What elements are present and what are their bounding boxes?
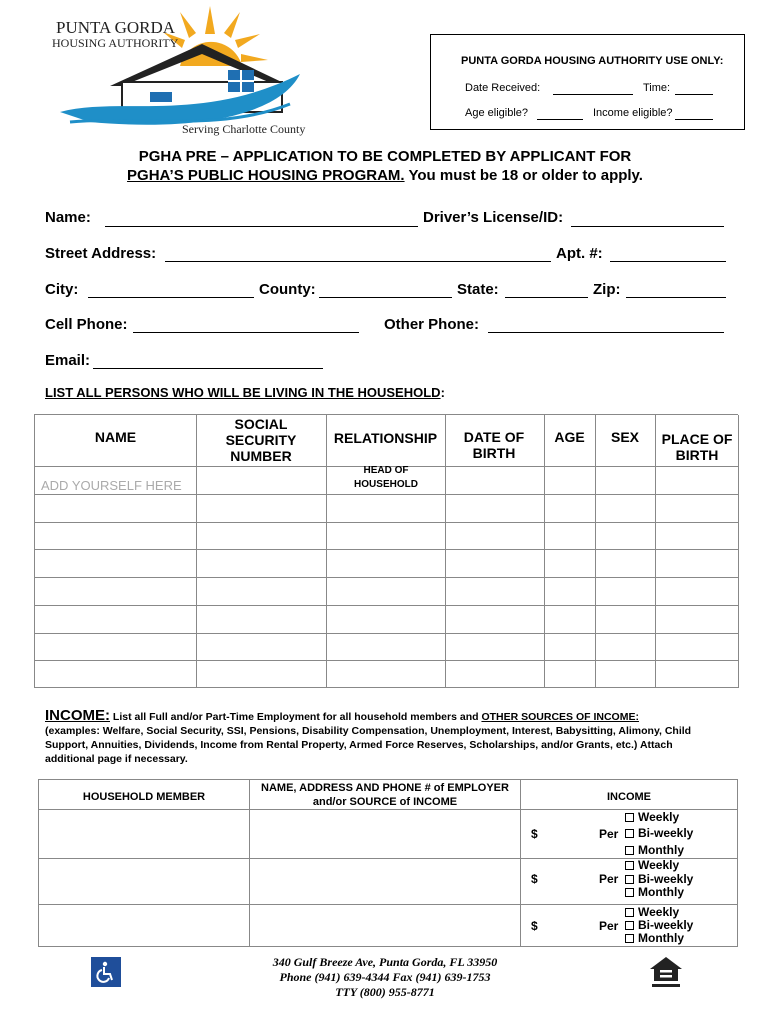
hh-col-divider — [326, 415, 327, 688]
income-examples: (examples: Welfare, Social Security, SSI, Pensions, Disability Compensation, Unemployment, Interest, Babysitting, Alimony, Child Support, Annuities, Dividends, Income from Rental Property, Armed Force Reserves, Scholarships, and/or Grants, etc.) Attach additional page if necessary. — [45, 725, 692, 765]
income-eligible-label: Income eligible? — [593, 107, 673, 119]
state-field[interactable] — [505, 297, 588, 298]
inc-row1-monthly[interactable] — [625, 844, 684, 857]
inc-col-employer: NAME, ADDRESS AND PHONE # of EMPLOYER and/or SOURCE of INCOME — [261, 782, 509, 808]
office-use-box — [430, 34, 745, 130]
option-label: Monthly — [638, 843, 684, 857]
apt-field[interactable] — [610, 261, 726, 262]
checkbox-icon[interactable] — [625, 813, 634, 822]
hh-row1-name-input[interactable]: ADD YOURSELF HERE — [41, 478, 182, 493]
hh-row-divider — [35, 577, 739, 578]
option-label: Weekly — [638, 858, 680, 872]
inc-col-member: HOUSEHOLD MEMBER — [82, 791, 206, 803]
inc-row1-weekly[interactable] — [625, 811, 679, 824]
name-field[interactable] — [105, 226, 418, 227]
income-table — [38, 779, 738, 947]
city-field[interactable] — [88, 297, 254, 298]
hh-row-divider — [35, 660, 739, 661]
drivers-license-field[interactable] — [571, 226, 724, 227]
option-label: Monthly — [638, 931, 684, 945]
inc-row3-currency: $ — [531, 919, 538, 933]
inc-row2-monthly[interactable] — [625, 886, 684, 899]
page-heading-line2 — [0, 167, 770, 184]
checkbox-icon[interactable] — [625, 846, 634, 855]
equal-housing-icon — [648, 955, 684, 991]
date-received-label: Date Received: — [465, 82, 541, 94]
hh-col-dob: DATE OF BIRTH — [463, 429, 525, 461]
income-intro: List all Full and/or Part-Time Employment for all household members and — [110, 711, 482, 723]
option-label: Bi-weekly — [638, 826, 694, 840]
inc-row1-per: Per — [599, 827, 619, 841]
zip-field[interactable] — [626, 297, 726, 298]
age-eligible-field[interactable] — [537, 119, 583, 120]
inc-row2-currency: $ — [531, 872, 538, 886]
checkbox-icon[interactable] — [625, 861, 634, 870]
logo — [50, 4, 310, 139]
inc-row2-weekly[interactable] — [625, 859, 679, 872]
inc-col-divider — [249, 780, 250, 946]
inc-row-divider — [39, 809, 737, 810]
heading-age-note: You must be 18 or older to apply. — [404, 167, 643, 184]
hh-row-divider — [35, 605, 739, 606]
inc-row1-currency: $ — [531, 827, 538, 841]
other-phone-field[interactable] — [488, 332, 724, 333]
hh-col-place-of-birth: PLACE OF BIRTH — [661, 431, 733, 463]
hh-row-divider — [35, 522, 739, 523]
time-field[interactable] — [675, 94, 713, 95]
street-address-label: Street Address: — [45, 245, 157, 262]
drivers-license-label: Driver’s License/ID: — [423, 209, 564, 226]
hh-col-name: NAME — [94, 429, 137, 445]
hh-col-age: AGE — [554, 429, 585, 445]
hh-col-sex: SEX — [610, 429, 639, 445]
inc-row3-per: Per — [599, 919, 619, 933]
hh-row-divider — [35, 687, 739, 688]
logo-name-line2: HOUSING AUTHORITY — [52, 36, 179, 50]
income-intro-underlined: OTHER SOURCES OF INCOME: — [481, 711, 639, 723]
checkbox-icon[interactable] — [625, 908, 634, 917]
inc-row1-biweekly[interactable] — [625, 827, 693, 840]
footer-tty: TTY (800) 955-8771 — [335, 985, 435, 999]
household-title-text: LIST ALL PERSONS WHO WILL BE LIVING IN THE HOUSEHOLD — [45, 385, 441, 400]
zip-label: Zip: — [593, 281, 621, 298]
hh-col-divider — [595, 415, 596, 688]
household-table — [34, 414, 738, 688]
time-label: Time: — [643, 82, 671, 94]
hh-row1-relationship: HEAD OF HOUSEHOLD — [354, 465, 418, 490]
city-label: City: — [45, 281, 79, 298]
date-received-field[interactable] — [553, 94, 633, 95]
checkbox-icon[interactable] — [625, 934, 634, 943]
county-field[interactable] — [319, 297, 452, 298]
state-label: State: — [457, 281, 499, 298]
checkbox-icon[interactable] — [625, 875, 634, 884]
checkbox-icon[interactable] — [625, 829, 634, 838]
household-title — [45, 385, 445, 400]
equal-housing-logo — [648, 955, 684, 991]
option-label: Weekly — [638, 810, 680, 824]
hh-col-relationship: RELATIONSHIP — [333, 430, 438, 446]
checkbox-icon[interactable] — [625, 888, 634, 897]
county-label: County: — [259, 281, 316, 298]
income-title: INCOME: — [45, 707, 110, 724]
option-label: Monthly — [638, 885, 684, 899]
street-address-field[interactable] — [165, 261, 551, 262]
logo-tagline: Serving Charlotte County — [182, 122, 306, 136]
hh-row-divider — [35, 494, 739, 495]
email-label: Email: — [45, 352, 91, 369]
logo-name-line1: PUNTA GORDA — [56, 18, 176, 37]
household-title-colon: : — [440, 385, 445, 400]
inc-col-income: INCOME — [607, 791, 651, 803]
checkbox-icon[interactable] — [625, 921, 634, 930]
other-phone-label: Other Phone: — [384, 316, 480, 333]
inc-row2-per: Per — [599, 872, 619, 886]
hh-row-divider — [35, 633, 739, 634]
inc-row-divider — [39, 904, 737, 905]
cell-phone-field[interactable] — [133, 332, 359, 333]
heading-program-name: PGHA’S PUBLIC HOUSING PROGRAM. — [127, 167, 405, 184]
hh-col-divider — [445, 415, 446, 688]
hh-col-ssn: SOCIAL SECURITY NUMBER — [225, 416, 297, 464]
hh-col-divider — [544, 415, 545, 688]
inc-col-divider — [520, 780, 521, 946]
age-eligible-label: Age eligible? — [465, 107, 528, 119]
page-heading-line1: PGHA PRE – APPLICATION TO BE COMPLETED BY APPLICANT FOR — [138, 148, 632, 165]
income-eligible-field[interactable] — [675, 119, 713, 120]
name-label: Name: — [45, 209, 91, 226]
income-instructions — [45, 707, 725, 725]
footer-phone: Phone (941) 639-4344 Fax (941) 639-1753 — [279, 970, 491, 984]
hh-row-divider — [35, 549, 739, 550]
option-label: Bi-weekly — [638, 918, 694, 932]
cell-phone-label: Cell Phone: — [45, 316, 128, 333]
option-label: Weekly — [638, 905, 680, 919]
apt-label: Apt. #: — [556, 245, 603, 262]
office-use-title: PUNTA GORDA HOUSING AUTHORITY USE ONLY: — [461, 55, 724, 67]
hh-col-divider — [196, 415, 197, 688]
email-field[interactable] — [93, 368, 323, 369]
footer-address: 340 Gulf Breeze Ave, Punta Gorda, FL 33950 — [272, 955, 498, 969]
option-label: Bi-weekly — [638, 872, 694, 886]
inc-row3-monthly[interactable] — [625, 932, 684, 945]
